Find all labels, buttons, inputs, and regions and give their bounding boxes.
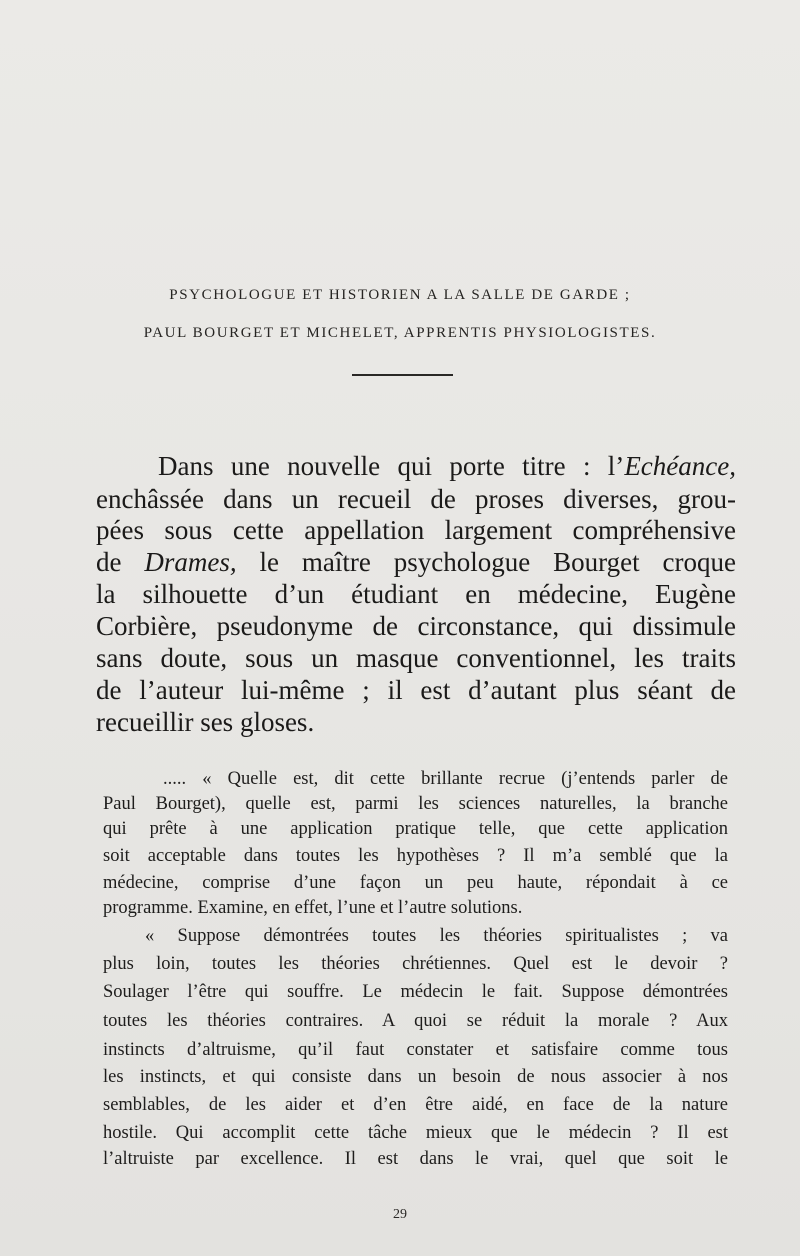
intro-line-1 [96, 450, 736, 482]
quote-line: Paul Bourget), quelle est, parmi les sciences naturelles, la branche [103, 794, 728, 814]
quote-line: hostile. Qui accomplit cette tâche mieux que le médecin ? Il est [103, 1123, 728, 1143]
quote-line: instincts d’altruisme, qu’il faut constater et satisfaire comme tous [103, 1040, 728, 1060]
intro-line-3: pées sous cette appellation largement compréhensive [96, 515, 736, 545]
chapter-heading-line-2: PAUL BOURGET ET MICHELET, APPRENTIS PHYSIOLOGISTES. [143, 325, 657, 341]
chapter-heading-line-1: PSYCHOLOGUE ET HISTORIEN A LA SALLE DE GARDE ; [169, 287, 631, 303]
quote-line: semblables, de les aider et d’en être aidé, en face de la nature [103, 1095, 728, 1115]
page-number: 29 [393, 1207, 407, 1222]
intro-line-2: enchâssée dans un recueil de proses diverses, grou- [96, 484, 736, 514]
intro-line-4 [96, 546, 736, 578]
intro-title-italic: Drames, [144, 547, 237, 577]
intro-line-6: Corbière, pseudonyme de circonstance, qui dissimule [96, 611, 736, 641]
quote-line: qui prête à une application pratique telle, que cette application [103, 819, 728, 839]
intro-title-italic: Echéance, [624, 451, 736, 481]
quote-line: Soulager l’être qui souffre. Le médecin le fait. Suppose démontrées [103, 982, 728, 1002]
quote-line: plus loin, toutes les théories chrétiennes. Quel est le devoir ? [103, 954, 728, 974]
quote-line: l’altruiste par excellence. Il est dans le vrai, quel que soit le [103, 1149, 728, 1169]
section-divider [352, 374, 453, 376]
quote-line: médecine, comprise d’une façon un peu haute, répondait à ce [103, 873, 728, 893]
intro-text: Dans une nouvelle qui porte titre : l’ [158, 451, 625, 481]
quote-line: toutes les théories contraires. A quoi se réduit la morale ? Aux [103, 1011, 728, 1031]
quote-line: ..... « Quelle est, dit cette brillante recrue (j’entends parler de [163, 769, 728, 789]
quote-line: « Suppose démontrées toutes les théories spiritualistes ; va [145, 926, 728, 946]
quote-line: les instincts, et qui consiste dans un besoin de nous associer à nos [103, 1067, 728, 1087]
intro-line-7: sans doute, sous un masque conventionnel, les traits [96, 643, 736, 673]
intro-line-5: la silhouette d’un étudiant en médecine, Eugène [96, 579, 736, 609]
quote-line: soit acceptable dans toutes les hypothèses ? Il m’a semblé que la [103, 846, 728, 866]
intro-text: de [96, 547, 145, 577]
intro-line-8: de l’auteur lui-même ; il est d’autant plus séant de [96, 675, 736, 705]
intro-text: le maître psychologue Bourget croque [236, 547, 737, 577]
intro-line-9: recueillir ses gloses. [96, 707, 315, 737]
quote-line: programme. Examine, en effet, l’une et l’autre solutions. [103, 898, 523, 918]
